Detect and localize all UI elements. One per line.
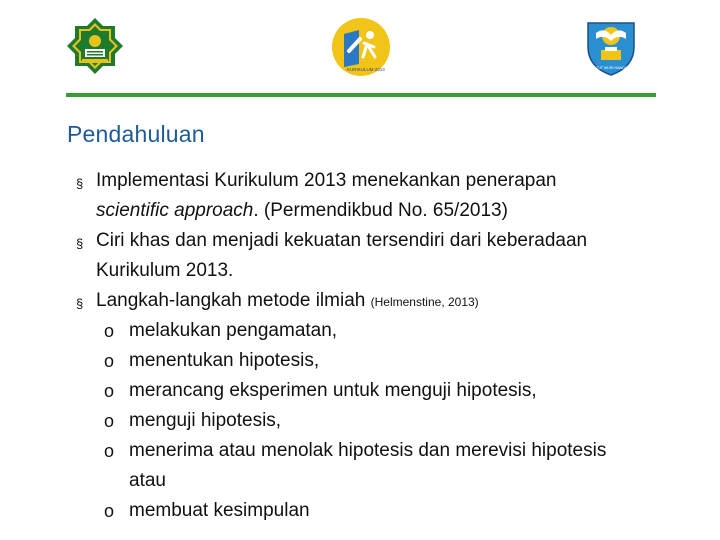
sub-bullet-marker: o [104, 411, 115, 431]
bullet-marker: § [76, 176, 84, 191]
bullet-marker: § [76, 236, 84, 251]
bullet-2-line-1: Ciri khas dan menjadi kekuatan tersendiri dari keberadaan [96, 230, 588, 251]
bullet-marker: § [76, 296, 84, 311]
step-item: menguji hipotesis, [129, 410, 282, 431]
bullet-1-line-2 [96, 196, 508, 226]
citation: (Helmenstine, 2013) [370, 295, 479, 309]
bullet-3-line-1 [96, 286, 479, 317]
step-item: membuat kesimpulan [129, 500, 310, 521]
sub-bullet-marker: o [104, 321, 115, 341]
slide-title: Pendahuluan [67, 121, 205, 147]
permendikbud-reference: . (Permendikbud No. 65/2013) [253, 200, 508, 221]
kementerian-agama-logo [66, 17, 124, 75]
bullet-3-text: Langkah-langkah metode ilmiah [96, 290, 371, 311]
tutwuri-logo-text: TUT WURI HANDAYANI [596, 66, 635, 70]
step-item-continuation: atau [129, 470, 166, 491]
header-divider [66, 93, 656, 97]
bullet-2-line-2: Kurikulum 2013. [96, 260, 234, 281]
step-item: menentukan hipotesis, [129, 350, 320, 371]
step-item: merancang eksperimen untuk menguji hipotesis, [129, 380, 537, 401]
k13-logo-text: KURIKULUM 2013 [347, 67, 385, 72]
step-item: menerima atau menolak hipotesis dan merevisi hipotesis [129, 440, 607, 461]
tut-wuri-handayani-logo [584, 17, 638, 77]
sub-bullet-marker: o [104, 351, 115, 371]
sub-bullet-marker: o [104, 441, 115, 461]
bullet-1-line-1: Implementasi Kurikulum 2013 menekankan penerapan [96, 170, 557, 191]
sub-bullet-marker: o [104, 381, 115, 401]
sub-bullet-marker: o [104, 501, 115, 521]
step-item: melakukan pengamatan, [129, 320, 338, 341]
kurikulum-2013-logo [331, 17, 391, 77]
scientific-approach-term: scientific approach [96, 200, 254, 221]
